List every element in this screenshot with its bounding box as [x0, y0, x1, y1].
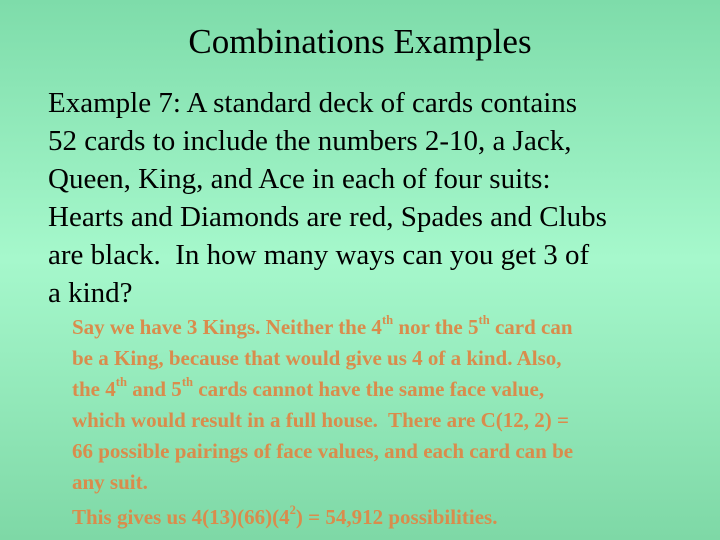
note-line	[72, 405, 700, 436]
ordinal-superscript: th	[478, 313, 490, 328]
note-text: any suit.	[72, 470, 148, 494]
note-line	[72, 436, 700, 467]
ordinal-superscript: th	[381, 313, 394, 328]
note-line	[72, 312, 700, 343]
body-line: a kind?	[48, 277, 133, 309]
slide-title: Combinations Examples	[188, 22, 532, 61]
ordinal-superscript: th	[181, 375, 194, 390]
body-line: are black. In how many ways can you get 3 of	[48, 239, 590, 271]
note-line	[72, 374, 700, 405]
body-line: 52 cards to include the numbers 2-10, a Jack,	[48, 125, 572, 157]
note-text: cards cannot have the same face value,	[193, 377, 545, 401]
ordinal-superscript: th	[115, 375, 127, 390]
conclusion-line	[72, 502, 700, 533]
body-line: Queen, King, and Ace in each of four suits:	[48, 163, 551, 195]
note-line	[72, 343, 700, 374]
note-text: the 4	[72, 377, 116, 401]
body-line: Example 7: A standard deck of cards contains	[48, 87, 578, 119]
exponent-superscript: 2	[289, 503, 296, 518]
conclusion-text: This gives us 4(13)(66)(4	[72, 505, 290, 529]
conclusion-paragraph	[72, 502, 700, 533]
body-paragraph	[48, 84, 700, 312]
note-text: nor the 5	[393, 315, 479, 339]
note-text: card can	[489, 315, 573, 339]
note-text: be a King, because that would give us 4 of a kind. Also,	[72, 346, 562, 370]
conclusion-text: ) = 54,912 possibilities.	[295, 505, 498, 529]
note-text: 66 possible pairings of face values, and each card can be	[72, 439, 574, 463]
note-text: Say we have 3 Kings. Neither the 4	[72, 315, 382, 339]
note-text: which would result in a full house. There are C(12, 2) =	[72, 408, 569, 432]
body-line: Hearts and Diamonds are red, Spades and Clubs	[48, 201, 607, 233]
note-text: and 5	[126, 377, 182, 401]
note-paragraph	[72, 312, 700, 498]
note-line	[72, 467, 700, 498]
